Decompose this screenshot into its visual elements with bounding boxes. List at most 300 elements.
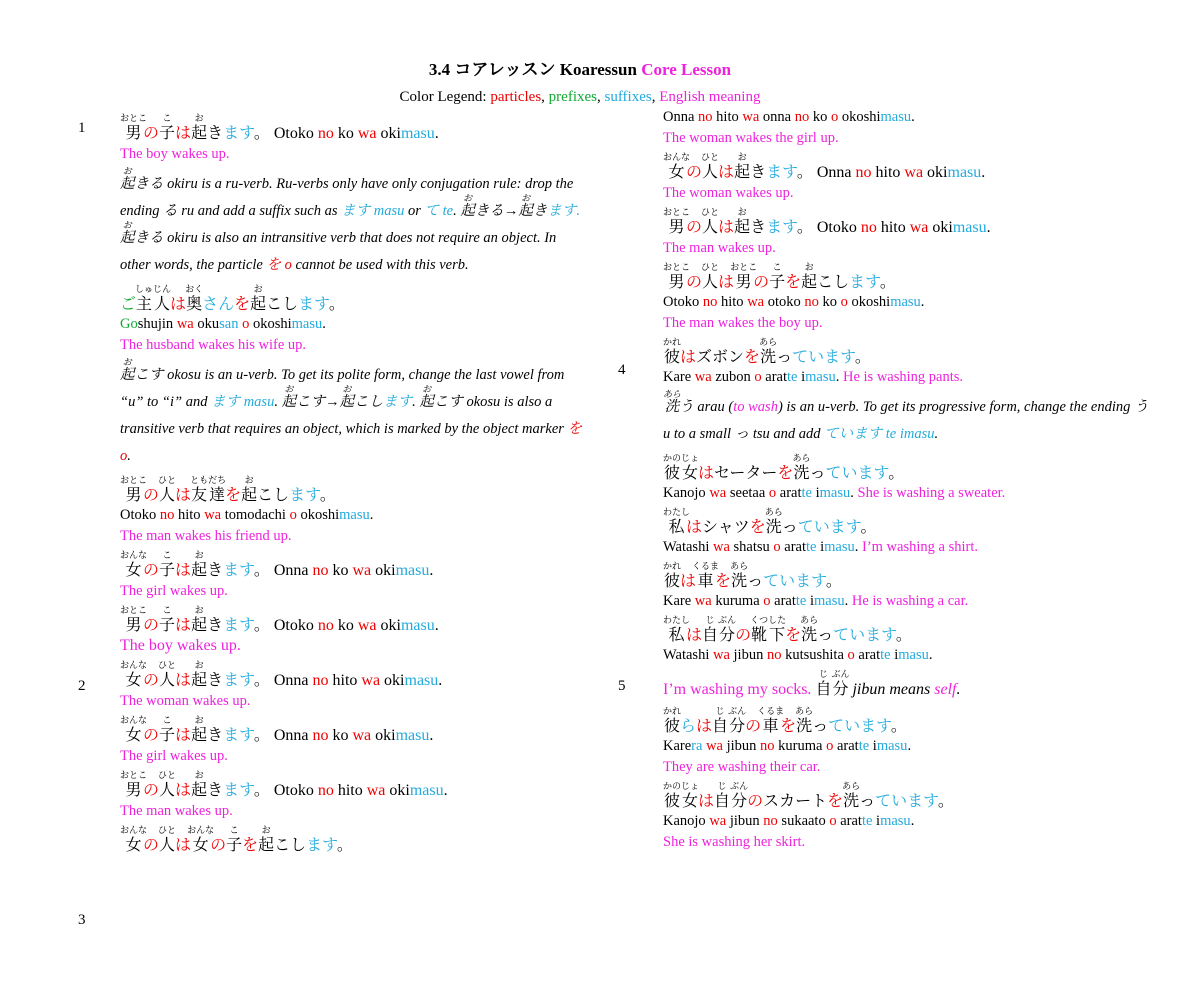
- text-span: き: [207, 725, 224, 744]
- kanji-with-furigana: 洗あら: [730, 562, 749, 590]
- kanji-with-furigana: 彼かれ: [663, 707, 682, 735]
- text-span: き: [207, 560, 224, 579]
- kanji-with-furigana: 男おとこ: [663, 263, 691, 291]
- text-span: は: [175, 780, 192, 799]
- text-span: は: [718, 272, 735, 291]
- text-span: wa: [712, 539, 730, 555]
- text-span: arat: [770, 593, 796, 609]
- left-column: [120, 108, 590, 856]
- text-span: shatsu: [729, 539, 774, 555]
- text-span: wa: [706, 738, 723, 754]
- text-span: .: [907, 738, 912, 754]
- text-span: こし: [257, 485, 290, 504]
- kanji-with-furigana: 人じん: [153, 285, 172, 313]
- japanese-sentence: [663, 454, 1153, 484]
- text-span: 。: [895, 625, 912, 644]
- text-span: う arau (: [679, 399, 734, 415]
- text-span: .: [981, 164, 986, 181]
- page-title: [0, 60, 1160, 80]
- kanji-with-furigana: 靴くつ: [750, 616, 769, 644]
- kanji-with-furigana: 分ぶん: [728, 707, 747, 735]
- text-span: no: [312, 562, 329, 579]
- text-span: て te: [424, 203, 454, 219]
- text-span: otoko: [764, 294, 805, 310]
- kanji-with-furigana: 女おんな: [187, 826, 215, 854]
- kanji-with-furigana: 女おんな: [663, 153, 691, 181]
- kanji-with-furigana: 子こ: [769, 263, 786, 291]
- text-span: ています: [833, 625, 896, 644]
- text-span: tomodachi: [221, 507, 290, 523]
- text-span: wa: [742, 109, 760, 125]
- kanji-with-furigana: 起お: [460, 193, 475, 219]
- text-span: ています: [828, 716, 891, 735]
- text-span: no: [317, 617, 334, 634]
- text-span: no: [698, 109, 713, 125]
- kanji-with-furigana: 彼かれ: [663, 338, 682, 366]
- text-span: の: [143, 123, 160, 142]
- text-span: The boy wakes up.: [120, 146, 230, 162]
- kanji-with-furigana: 人ひと: [701, 263, 720, 291]
- text-span: prefixes: [548, 89, 597, 105]
- text-line: [120, 527, 590, 545]
- text-span: は: [175, 485, 192, 504]
- text-span: masu: [409, 782, 444, 799]
- japanese-sentence: [120, 661, 590, 692]
- text-span: no: [766, 647, 782, 663]
- text-span: ます: [383, 394, 413, 410]
- kanji-with-furigana: 人ひと: [158, 476, 177, 504]
- text-span: arat: [833, 738, 859, 754]
- text-span: ています: [797, 517, 861, 536]
- kanji-with-furigana: 起お: [801, 263, 818, 291]
- text-span: The man wakes up.: [663, 240, 776, 256]
- text-span: き: [532, 203, 548, 219]
- text-span: no: [794, 109, 810, 125]
- text-span: の: [735, 625, 752, 644]
- text-span: masu: [947, 164, 982, 181]
- text-span: no: [159, 507, 175, 523]
- text-span: wa: [366, 782, 386, 799]
- text-span: ます: [223, 560, 254, 579]
- text-span: shujin: [137, 316, 177, 332]
- exercise-number: 5: [618, 678, 626, 694]
- text-span: te: [861, 813, 873, 829]
- text-span: hito: [717, 294, 748, 310]
- kanji-with-furigana: 起お: [120, 166, 135, 192]
- text-span: .: [429, 562, 434, 579]
- kanji-with-furigana: 洗あら: [663, 389, 682, 415]
- text-span: o: [242, 316, 250, 332]
- text-span: o: [768, 485, 777, 501]
- text-span: きる okiru is also an intransitive verb that does not require an object. In other words, the particle: [120, 230, 557, 273]
- japanese-sentence: [663, 670, 1153, 701]
- text-span: hito: [876, 219, 910, 236]
- text-span: wa: [361, 672, 381, 689]
- text-span: o: [847, 647, 855, 663]
- text-span: .: [274, 394, 282, 410]
- header: [0, 60, 1160, 106]
- text-span: っ: [817, 625, 834, 644]
- text-span: ら: [680, 716, 697, 735]
- text-span: wa: [909, 219, 929, 236]
- text-span: ,: [596, 89, 605, 105]
- text-line: [120, 802, 590, 820]
- text-span: の: [686, 272, 703, 291]
- text-span: き: [750, 217, 767, 236]
- text-span: は: [170, 294, 187, 313]
- text-span: Otoko: [663, 294, 703, 310]
- text-span: I’m washing my socks.: [663, 681, 816, 698]
- text-span: ko: [333, 125, 358, 142]
- text-span: Otoko: [120, 507, 160, 523]
- text-span: masu: [880, 109, 912, 125]
- text-span: 。: [879, 272, 896, 291]
- text-span: He is washing a car.: [851, 593, 969, 609]
- japanese-sentence: [120, 476, 590, 506]
- text-span: きる okiru is a ru-verb. Ru-verbs only have only conjugation rule: drop the ending る ru and add a suffix such as: [120, 176, 574, 219]
- text-span: masu: [400, 617, 435, 634]
- text-span: 。: [796, 217, 813, 236]
- text-span: 。: [253, 725, 270, 744]
- text-line: [120, 692, 590, 710]
- japanese-sentence: [120, 285, 590, 315]
- kanji-with-furigana: 起お: [419, 384, 434, 410]
- text-span: を o: [120, 421, 583, 464]
- text-span: .: [910, 813, 915, 829]
- text-span: .: [911, 109, 915, 125]
- exercise-number: 4: [618, 362, 626, 378]
- text-span: は: [175, 615, 192, 634]
- text-span: oki: [385, 782, 410, 799]
- text-span: を: [780, 716, 797, 735]
- kanji-with-furigana: 下した: [768, 616, 787, 644]
- text-span: arat: [776, 485, 802, 501]
- text-span: を: [715, 571, 732, 590]
- text-span: okoshi: [296, 507, 340, 523]
- text-span: の: [143, 560, 160, 579]
- text-span: ご: [120, 294, 137, 313]
- text-span: no: [702, 294, 718, 310]
- text-span: masu: [824, 539, 855, 555]
- kanji-with-furigana: 分ぶん: [718, 616, 737, 644]
- text-span: .: [844, 593, 852, 609]
- text-span: masu: [898, 647, 929, 663]
- text-span: .: [453, 203, 461, 219]
- text-line: [120, 336, 590, 354]
- text-line: [120, 637, 590, 655]
- japanese-sentence: [663, 208, 1153, 239]
- text-span: The girl wakes up.: [120, 748, 228, 764]
- text-span: を: [827, 791, 844, 810]
- kanji-with-furigana: 子こ: [226, 826, 243, 854]
- text-span: Kanojo: [663, 813, 710, 829]
- kanji-with-furigana: 起お: [191, 551, 208, 579]
- text-span: ます: [766, 217, 797, 236]
- text-span: wa: [357, 125, 377, 142]
- text-span: の: [210, 835, 227, 854]
- text-span: き: [207, 780, 224, 799]
- text-span: oku: [193, 316, 220, 332]
- text-span: i: [797, 369, 806, 385]
- text-span: oki: [380, 672, 405, 689]
- text-span: ます: [306, 835, 337, 854]
- text-span: こし: [354, 394, 384, 410]
- kanji-with-furigana: 起お: [241, 476, 258, 504]
- text-span: Core Lesson: [641, 60, 732, 79]
- kanji-with-furigana: 人ひと: [158, 826, 177, 854]
- text-span: を: [777, 463, 794, 482]
- japanese-sentence: [663, 153, 1153, 184]
- kanji-with-furigana: 起お: [250, 285, 267, 313]
- text-span: セーター: [714, 463, 778, 482]
- text-span: te: [858, 738, 870, 754]
- text-span: oki: [923, 164, 948, 181]
- text-span: き: [207, 670, 224, 689]
- text-span: こし: [266, 294, 299, 313]
- text-span: こす okosu is an u-verb. To get its polite form, change the last vowel from “u” to “i” and: [120, 367, 565, 410]
- text-span: は: [686, 625, 703, 644]
- text-line: [663, 758, 1153, 776]
- text-span: こし: [274, 835, 307, 854]
- kanji-with-furigana: 女おんな: [120, 716, 148, 744]
- text-span: wa: [904, 164, 924, 181]
- text-span: .: [438, 672, 443, 689]
- text-span: The girl wakes up.: [120, 583, 228, 599]
- text-span: sukaato: [777, 813, 830, 829]
- exercise-number: 1: [78, 120, 86, 136]
- text-span: こす→: [296, 394, 340, 410]
- kanji-with-furigana: 友とも: [190, 476, 209, 504]
- kanji-with-furigana: 彼かの: [663, 782, 682, 810]
- text-span: suffixes: [604, 89, 652, 105]
- text-span: Otoko: [812, 219, 861, 236]
- kanji-with-furigana: 男おとこ: [120, 606, 148, 634]
- text-span: arat: [780, 539, 807, 555]
- kanji-with-furigana: 洗あら: [795, 707, 814, 735]
- text-span: The woman wakes the girl up.: [663, 130, 839, 146]
- text-span: の: [143, 485, 160, 504]
- text-span: の: [143, 670, 160, 689]
- text-line: [663, 737, 1153, 755]
- text-span: masu: [395, 727, 430, 744]
- kanji-with-furigana: 洗あら: [792, 454, 811, 482]
- exercise-number: 3: [78, 912, 86, 928]
- japanese-sentence: [120, 551, 590, 582]
- text-span: は: [680, 571, 697, 590]
- text-span: ,: [651, 89, 660, 105]
- text-span: .: [920, 294, 925, 310]
- text-span: masu: [876, 738, 908, 754]
- kanji-with-furigana: 私わたし: [663, 616, 691, 644]
- text-span: ます: [223, 780, 254, 799]
- kanji-with-furigana: 主しゅ: [135, 285, 154, 313]
- kanji-with-furigana: 起お: [734, 153, 751, 181]
- kanji-with-furigana: 車くるま: [757, 707, 785, 735]
- text-span: masu: [819, 485, 851, 501]
- color-legend: [0, 88, 1160, 106]
- text-span: The boy wakes up.: [120, 637, 241, 654]
- text-span: okoshi: [838, 109, 881, 125]
- text-span: She is washing her skirt.: [663, 834, 806, 850]
- text-span: の: [747, 791, 764, 810]
- text-span: i: [811, 485, 820, 501]
- text-span: oki: [376, 125, 401, 142]
- text-span: .: [369, 507, 374, 523]
- text-span: ko: [818, 294, 841, 310]
- text-span: ra: [691, 738, 703, 754]
- text-span: 。: [336, 835, 353, 854]
- text-span: jibun means: [848, 681, 935, 698]
- kanji-with-furigana: 女おんな: [120, 551, 148, 579]
- text-span: 。: [253, 780, 270, 799]
- text-span: ko: [328, 727, 353, 744]
- kanji-with-furigana: 自じ: [815, 670, 832, 698]
- text-span: ます: [223, 670, 254, 689]
- text-span: っ: [812, 716, 829, 735]
- text-span: masu: [339, 507, 370, 523]
- text-span: の: [143, 725, 160, 744]
- kanji-with-furigana: 起お: [339, 384, 355, 410]
- text-span: スカート: [763, 791, 828, 810]
- text-span: hito: [333, 782, 367, 799]
- text-span: The man wakes his friend up.: [120, 528, 292, 544]
- text-span: 。: [253, 670, 270, 689]
- kanji-with-furigana: 彼かの: [663, 454, 682, 482]
- kanji-with-furigana: 起お: [191, 661, 208, 689]
- kanji-with-furigana: 人ひと: [158, 661, 177, 689]
- text-span: oki: [371, 562, 396, 579]
- text-span: .: [443, 782, 448, 799]
- text-span: masu: [404, 672, 439, 689]
- text-span: wa: [747, 294, 765, 310]
- kanji-with-furigana: 子こ: [159, 716, 176, 744]
- text-span: ko: [809, 109, 831, 125]
- kanji-with-furigana: 男おとこ: [120, 476, 148, 504]
- kanji-with-furigana: 起お: [191, 606, 208, 634]
- text-span: を o: [266, 257, 292, 273]
- text-span: っ: [747, 571, 764, 590]
- kanji-with-furigana: 男おとこ: [120, 114, 148, 142]
- text-span: wa: [694, 369, 712, 385]
- text-span: は: [175, 835, 192, 854]
- kanji-with-furigana: 子こ: [159, 114, 176, 142]
- text-span: を: [225, 485, 242, 504]
- text-span: の: [143, 835, 160, 854]
- text-span: ます: [223, 615, 254, 634]
- text-span: oki: [376, 617, 401, 634]
- text-span: masu: [291, 316, 323, 332]
- text-span: を: [749, 517, 766, 536]
- kanji-with-furigana: 奥おく: [185, 285, 204, 313]
- text-span: ています: [763, 571, 826, 590]
- text-span: ます: [289, 485, 320, 504]
- text-span: Kare: [663, 369, 695, 385]
- text-span: Onna: [269, 562, 313, 579]
- text-span: ,: [541, 89, 549, 105]
- grammar-note: [663, 389, 1153, 448]
- kanji-with-furigana: 人ひと: [701, 208, 720, 236]
- japanese-sentence: [663, 562, 1153, 592]
- text-span: wa: [352, 727, 372, 744]
- kanji-with-furigana: 洗あら: [759, 338, 778, 366]
- text-line: [663, 833, 1153, 851]
- text-span: The man wakes up.: [120, 803, 233, 819]
- kanji-with-furigana: 男おとこ: [730, 263, 758, 291]
- text-span: は: [175, 725, 192, 744]
- text-span: こし: [817, 272, 850, 291]
- text-span: 。: [796, 162, 813, 181]
- text-span: o: [826, 738, 834, 754]
- kanji-with-furigana: 起お: [191, 716, 208, 744]
- text-span: の: [686, 217, 703, 236]
- text-line: [663, 484, 1153, 502]
- text-span: Onna: [269, 672, 313, 689]
- text-span: 。: [854, 347, 871, 366]
- text-span: .: [412, 394, 420, 410]
- text-span: i: [872, 813, 881, 829]
- text-span: を: [234, 294, 251, 313]
- text-span: .: [434, 125, 439, 142]
- text-span: wa: [357, 617, 377, 634]
- japanese-sentence: [120, 826, 590, 856]
- text-span: wa: [709, 485, 727, 501]
- text-span: or: [404, 203, 425, 219]
- japanese-sentence: [663, 263, 1153, 293]
- japanese-sentence: [663, 707, 1153, 737]
- text-span: .: [934, 426, 939, 442]
- text-span: ます: [849, 272, 880, 291]
- japanese-sentence: [663, 782, 1153, 812]
- text-span: Go: [120, 316, 138, 332]
- text-span: wa: [712, 647, 730, 663]
- text-line: [663, 812, 1153, 830]
- text-span: san: [219, 316, 239, 332]
- text-span: Watashi: [663, 647, 713, 663]
- text-span: ています: [875, 791, 938, 810]
- text-span: no: [312, 727, 329, 744]
- text-span: i: [816, 539, 825, 555]
- right-column: [663, 108, 1153, 854]
- text-line: [663, 592, 1153, 610]
- text-span: は: [718, 162, 735, 181]
- text-span: English meaning: [659, 89, 761, 105]
- text-span: hito: [712, 109, 743, 125]
- text-span: hito: [871, 164, 905, 181]
- text-line: [663, 314, 1153, 332]
- text-span: jibun: [722, 738, 761, 754]
- text-span: no: [763, 813, 778, 829]
- text-span: は: [686, 517, 703, 536]
- kanji-with-furigana: 彼かれ: [663, 562, 682, 590]
- kanji-with-furigana: 達だち: [208, 476, 227, 504]
- text-span: o: [829, 813, 837, 829]
- text-span: particles: [490, 89, 542, 105]
- kanji-with-furigana: 男おとこ: [120, 771, 148, 799]
- text-span: no: [317, 782, 334, 799]
- japanese-sentence: [120, 716, 590, 747]
- grammar-note: [120, 357, 590, 470]
- text-span: き: [750, 162, 767, 181]
- text-span: っ: [859, 791, 876, 810]
- text-span: 。: [937, 791, 954, 810]
- text-span: き: [207, 615, 224, 634]
- text-span: jibun: [729, 647, 767, 663]
- text-span: の: [143, 780, 160, 799]
- text-line: [120, 582, 590, 600]
- text-span: .: [127, 448, 131, 464]
- text-span: 3.4 コアレッスン Koaressun: [428, 60, 642, 79]
- japanese-sentence: [120, 606, 590, 637]
